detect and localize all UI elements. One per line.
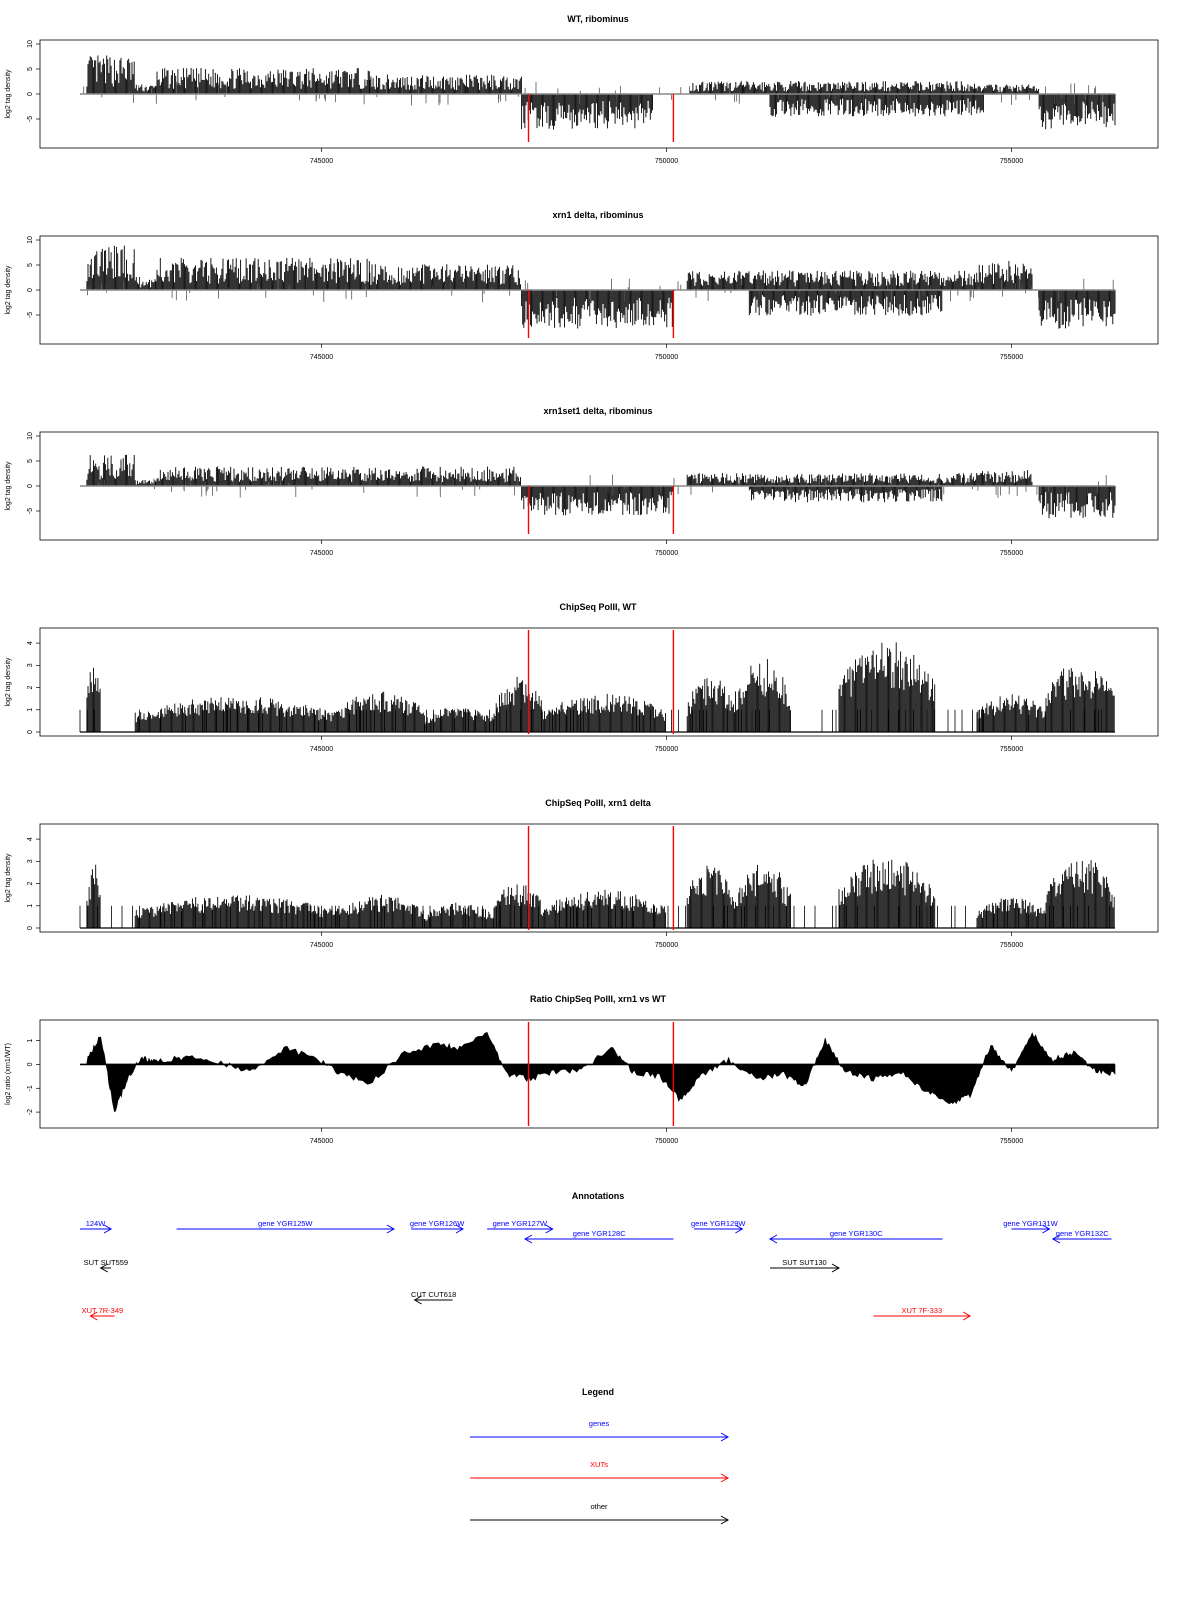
y-tick-label: 1	[27, 903, 34, 908]
strand-bars	[1039, 94, 1115, 129]
peak-bars	[335, 692, 424, 732]
y-tick-label: 5	[27, 67, 34, 71]
x-tick-label: 745000	[309, 746, 334, 753]
y-tick-label: 0	[27, 730, 34, 734]
y-tick-label: 10	[27, 40, 34, 48]
legend-label: genes	[588, 1419, 610, 1428]
y-axis-label: log2 tag density	[5, 657, 12, 707]
strand-bars	[1039, 290, 1115, 329]
feature-xut	[874, 1306, 971, 1320]
panel-title: xrn1set1 delta, ribominus	[543, 406, 653, 416]
peak-bars	[87, 865, 100, 928]
x-tick-label: 745000	[309, 158, 334, 165]
panel-6	[5, 994, 1158, 1145]
data-bars	[80, 860, 1115, 928]
y-tick-label: 0	[27, 92, 34, 96]
feature-label: gene YGR128C	[572, 1229, 626, 1238]
x-tick-label: 750000	[654, 158, 679, 165]
feature-gene	[770, 1229, 943, 1243]
y-tick-label: 2	[27, 685, 34, 690]
panel-title: xrn1 delta, ribominus	[552, 210, 644, 220]
panel-title: Ratio ChipSeq PolII, xrn1 vs WT	[529, 994, 667, 1004]
data-bars	[80, 1032, 1115, 1111]
peak-bars	[839, 642, 935, 732]
y-axis	[27, 641, 40, 734]
x-tick-label: 745000	[309, 354, 334, 361]
y-tick-label: 10	[27, 236, 34, 244]
feature-xut	[82, 1306, 124, 1320]
strand-bars	[691, 81, 743, 94]
strand-bars	[749, 486, 942, 502]
peak-bars	[494, 885, 541, 929]
x-tick-label: 755000	[999, 746, 1024, 753]
x-tick-label: 755000	[999, 550, 1024, 557]
strand-bars	[522, 94, 653, 130]
peak-bars	[977, 694, 1045, 732]
feature-gene	[177, 1219, 394, 1233]
y-tick-label: 1	[27, 1038, 34, 1043]
y-tick-label: 0	[27, 288, 34, 292]
legend-panel	[470, 1387, 728, 1524]
y-axis-label: log2 tag density	[5, 69, 12, 119]
peak-bars	[1046, 860, 1114, 928]
legend-entry	[470, 1460, 728, 1482]
y-tick-label: 3	[27, 859, 34, 864]
legend-label: other	[590, 1502, 608, 1511]
data-bars	[80, 56, 1115, 130]
strand-bars	[749, 290, 942, 316]
x-axis	[310, 1128, 1023, 1145]
x-tick-label: 745000	[309, 1138, 334, 1145]
strand-bars	[522, 486, 673, 515]
feature-gene	[1053, 1229, 1112, 1243]
y-tick-label: 10	[27, 432, 34, 440]
y-axis	[27, 432, 40, 514]
y-tick-label: 4	[27, 641, 34, 646]
y-tick-label: 0	[27, 1062, 34, 1067]
feature-label: XUT 7R-349	[81, 1306, 124, 1315]
annotations-title: Annotations	[571, 1191, 625, 1201]
feature-other	[411, 1290, 456, 1304]
strand-bars	[156, 467, 369, 487]
y-axis	[27, 40, 40, 122]
peak-bars	[494, 677, 541, 732]
feature-label: gene YGR130C	[829, 1229, 883, 1238]
y-tick-label: 4	[27, 837, 34, 842]
strand-bars	[370, 75, 466, 95]
x-tick-label: 755000	[999, 158, 1024, 165]
x-axis	[310, 148, 1023, 165]
x-tick-label: 755000	[999, 354, 1024, 361]
peak-bars	[839, 860, 935, 928]
feature-label: gene YGR125W	[258, 1219, 313, 1228]
feature-gene	[525, 1229, 673, 1243]
x-axis	[310, 540, 1023, 557]
strand-bars	[977, 261, 1032, 290]
y-axis	[27, 1039, 40, 1116]
y-tick-label: -5	[27, 507, 34, 515]
strand-bars	[466, 75, 521, 94]
feature-gene	[410, 1219, 465, 1233]
strand-bars	[156, 258, 369, 290]
y-tick-label: 0	[27, 926, 34, 930]
strand-bars	[87, 56, 134, 95]
feature-other	[770, 1258, 839, 1272]
y-tick-label: -2	[27, 1108, 34, 1116]
x-axis	[310, 932, 1023, 949]
legend-label: XUTs	[590, 1460, 608, 1469]
feature-label: gene YGR132C	[1055, 1229, 1109, 1238]
legend-entry	[470, 1502, 728, 1524]
x-tick-label: 745000	[309, 942, 334, 949]
data-bars	[80, 246, 1115, 329]
feature-label: gene YGR127W	[492, 1219, 548, 1228]
y-axis-label: log2 tag density	[5, 265, 12, 315]
feature-label: gene YGR129W	[691, 1219, 746, 1228]
peak-bars	[542, 890, 665, 928]
annotations-panel	[80, 1191, 1112, 1320]
peak-bars	[335, 895, 424, 928]
peak-bars	[87, 668, 100, 732]
y-tick-label: -5	[27, 115, 34, 123]
feature-label: 124W	[85, 1219, 106, 1228]
ratio-area	[87, 1032, 1115, 1111]
x-tick-label: 745000	[309, 550, 334, 557]
peak-bars	[542, 694, 665, 732]
x-tick-label: 755000	[999, 942, 1024, 949]
strand-bars	[977, 470, 1032, 486]
panel-5	[5, 798, 1158, 949]
x-tick-label: 750000	[654, 354, 679, 361]
strand-bars	[742, 271, 976, 291]
strand-bars	[687, 473, 742, 486]
y-tick-label: 1	[27, 707, 34, 712]
strand-bars	[370, 467, 521, 486]
strand-bars	[87, 455, 134, 486]
y-tick-label: 5	[27, 459, 34, 463]
peak-bars	[736, 659, 791, 732]
y-tick-label: -5	[27, 311, 34, 319]
data-bars	[80, 642, 1115, 732]
x-tick-label: 750000	[654, 942, 679, 949]
y-axis-label: log2 tag density	[5, 853, 12, 903]
y-axis	[27, 837, 40, 930]
strand-bars	[156, 68, 369, 94]
strand-bars	[742, 81, 976, 94]
y-tick-label: 2	[27, 881, 34, 886]
feature-gene	[487, 1219, 553, 1233]
peak-bars	[135, 895, 334, 928]
strand-bars	[977, 84, 1039, 94]
strand-bars	[522, 290, 673, 329]
y-tick-label: -1	[27, 1085, 34, 1092]
feature-label: XUT 7F-333	[901, 1306, 943, 1315]
panel-3	[5, 406, 1158, 557]
feature-other	[84, 1258, 128, 1272]
feature-gene	[1003, 1219, 1058, 1233]
peak-bars	[425, 708, 493, 732]
feature-label: SUT SUT559	[83, 1258, 129, 1267]
peak-bars	[977, 898, 1045, 928]
x-tick-label: 750000	[654, 746, 679, 753]
x-axis	[310, 344, 1023, 361]
feature-label: gene YGR131W	[1003, 1219, 1058, 1228]
panel-title: ChipSeq PolII, xrn1 delta	[545, 798, 651, 808]
strand-bars	[87, 246, 134, 290]
strand-bars	[135, 277, 155, 290]
x-tick-label: 750000	[654, 550, 679, 557]
y-tick-label: 3	[27, 663, 34, 668]
y-tick-label: 0	[27, 484, 34, 488]
feature-label: CUT CUT618	[410, 1290, 457, 1299]
y-axis-label: log2 tag density	[5, 461, 12, 511]
y-tick-label: 5	[27, 263, 34, 267]
peak-bars	[736, 865, 791, 928]
strand-bars	[1039, 486, 1115, 518]
panel-1	[5, 14, 1158, 165]
feature-gene	[691, 1219, 746, 1233]
data-bars	[80, 455, 1115, 519]
feature-label: gene YGR126W	[409, 1219, 465, 1228]
panel-4	[5, 602, 1158, 753]
panel-2	[5, 210, 1158, 361]
plot-frame	[40, 1020, 1158, 1128]
legend-entry	[470, 1419, 728, 1441]
legend-title: Legend	[581, 1387, 615, 1397]
strand-bars	[770, 94, 983, 117]
panel-title: ChipSeq PolII, WT	[559, 602, 637, 612]
strand-bars	[687, 271, 742, 290]
x-tick-label: 755000	[999, 1138, 1024, 1145]
peak-bars	[425, 903, 493, 928]
x-tick-label: 750000	[654, 1138, 679, 1145]
panel-title: WT, ribominus	[567, 14, 629, 24]
peak-bars	[135, 697, 334, 732]
feature-gene	[80, 1219, 111, 1233]
y-axis-label: log2 ratio (xrn1/WT)	[5, 1043, 12, 1105]
x-axis	[310, 736, 1023, 753]
peak-bars	[1046, 668, 1114, 732]
strand-bars	[742, 473, 976, 486]
feature-label: SUT SUT130	[782, 1258, 827, 1267]
y-axis	[27, 236, 40, 318]
